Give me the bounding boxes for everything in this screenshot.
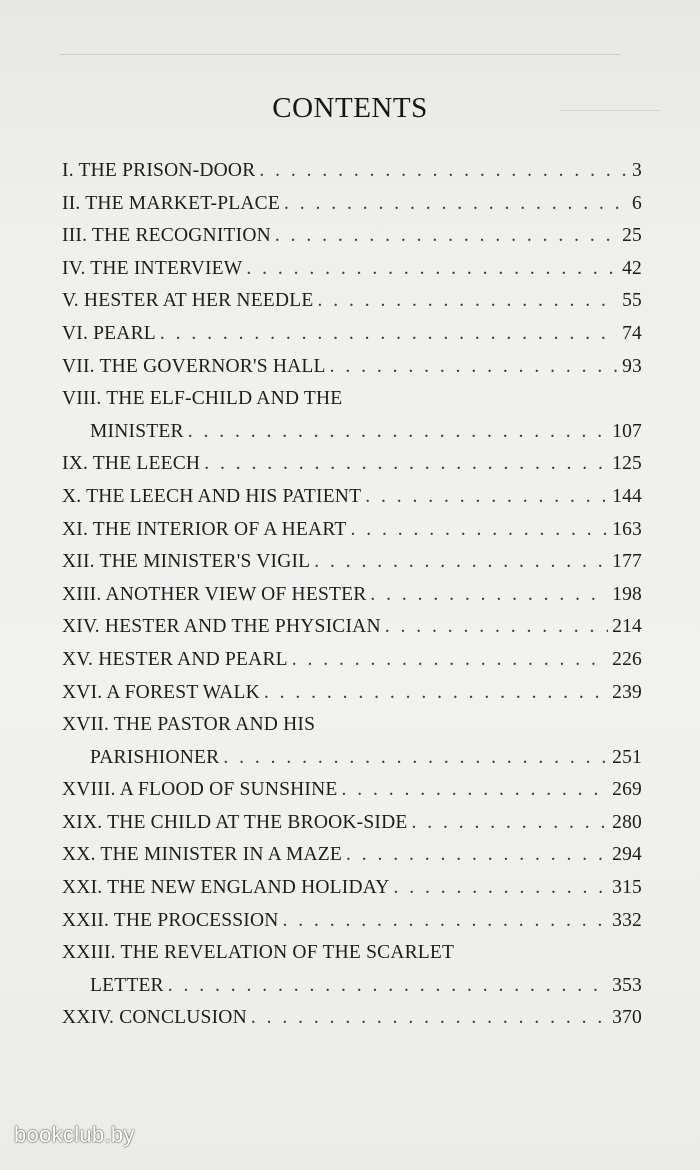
toc-entry-title	[62, 486, 361, 508]
toc-page-number: 93	[622, 355, 642, 377]
toc-page-number: 269	[612, 779, 642, 801]
dot-leader	[264, 682, 608, 704]
dot-leader	[284, 193, 628, 215]
dot-leader	[370, 584, 608, 606]
toc-entry	[62, 160, 642, 193]
toc-page-number: 332	[612, 909, 642, 931]
toc-entry	[62, 844, 642, 877]
dot-leader	[350, 519, 608, 541]
toc-page-number: 198	[612, 583, 642, 605]
toc-entry	[62, 290, 642, 323]
toc-page-number: 315	[612, 877, 642, 899]
toc-entry-title	[62, 844, 342, 866]
toc-entry	[62, 584, 642, 617]
toc-chapter-number: VII.	[62, 355, 95, 377]
toc-entry-title	[62, 160, 255, 182]
dot-leader	[342, 779, 609, 801]
toc-entry	[62, 1007, 642, 1040]
toc-entry	[62, 486, 642, 519]
toc-entry-title	[62, 942, 454, 964]
toc-chapter-title: THE GOVERNOR'S HALL	[99, 355, 326, 377]
toc-page-number: 3	[632, 160, 642, 181]
toc-page-number: 74	[622, 322, 642, 344]
toc-entry	[62, 649, 642, 682]
dot-leader	[330, 356, 618, 378]
dot-leader	[188, 421, 608, 443]
toc-page-number: 144	[612, 485, 642, 507]
toc-entry-title	[62, 584, 366, 606]
toc-chapter-number: XIV.	[62, 616, 100, 638]
toc-chapter-title-continued: MINISTER	[90, 420, 184, 442]
toc-entry-title	[62, 453, 200, 475]
toc-entry	[62, 616, 642, 649]
dot-leader	[223, 747, 608, 769]
toc-page-number: 280	[612, 811, 642, 833]
toc-entry-line	[62, 975, 642, 1008]
toc-chapter-title: THE MINISTER IN A MAZE	[100, 844, 343, 866]
toc-chapter-title: HESTER AND PEARL	[98, 648, 288, 670]
toc-page-number: 251	[612, 746, 642, 768]
page-title: CONTENTS	[272, 92, 428, 124]
toc-chapter-title: HESTER AT HER NEEDLE	[83, 290, 314, 312]
toc-chapter-number: XXIII.	[62, 942, 116, 964]
toc-chapter-number: XV.	[62, 648, 94, 670]
toc-page-number: 25	[622, 225, 642, 247]
toc-page-number: 107	[612, 420, 642, 442]
dot-leader	[259, 160, 628, 182]
toc-chapter-title: THE LEECH	[92, 453, 201, 475]
toc-chapter-title: THE REVELATION OF THE SCARLET	[120, 942, 455, 964]
toc-chapter-title: PEARL	[93, 322, 156, 344]
toc-chapter-title: THE MARKET-PLACE	[85, 192, 280, 214]
toc-entry	[62, 193, 642, 226]
toc-chapter-title-continued: PARISHIONER	[90, 746, 220, 768]
toc-page-number: 226	[612, 648, 642, 670]
toc-chapter-title: ANOTHER VIEW OF HESTER	[105, 583, 367, 605]
toc-entry-line	[62, 388, 642, 421]
toc-chapter-title: A FOREST WALK	[106, 681, 260, 703]
toc-entry-title	[62, 779, 338, 801]
toc-chapter-title: THE RECOGNITION	[91, 225, 271, 247]
toc-entry-title	[62, 551, 310, 573]
toc-chapter-number: I.	[62, 160, 74, 181]
dot-leader	[168, 975, 608, 997]
toc-page-number: 214	[612, 616, 642, 638]
toc-page-number: 239	[612, 681, 642, 703]
toc-entry	[62, 258, 642, 291]
toc-entry	[62, 812, 642, 845]
dot-leader	[160, 323, 618, 345]
toc-chapter-number: IX.	[62, 453, 89, 475]
dot-leader	[246, 258, 618, 280]
toc-chapter-title: HESTER AND THE PHYSICIAN	[104, 616, 381, 638]
toc-entry	[62, 453, 642, 486]
toc-entry	[62, 910, 642, 943]
toc-entry-title	[62, 1007, 247, 1029]
dot-leader	[346, 844, 608, 866]
toc-entry	[62, 779, 642, 812]
toc-page-number: 6	[632, 192, 642, 214]
toc-entry-title	[62, 290, 313, 312]
toc-entry-title	[62, 356, 326, 378]
toc-entry-title	[62, 225, 271, 247]
toc-entry-title	[62, 910, 279, 932]
toc-chapter-number: XXII.	[62, 909, 110, 931]
toc-chapter-title: A FLOOD OF SUNSHINE	[119, 779, 338, 801]
toc-entry-title	[62, 682, 260, 704]
toc-entry	[62, 877, 642, 910]
toc-chapter-title: THE PRISON-DOOR	[78, 160, 256, 181]
toc-page-number: 55	[622, 290, 642, 312]
toc-chapter-number: XIII.	[62, 583, 102, 605]
toc-chapter-number: XXIV.	[62, 1007, 115, 1029]
watermark-logo: bookclub.by	[14, 1122, 135, 1147]
dot-leader	[204, 453, 608, 475]
toc-chapter-title: THE PASTOR AND HIS	[113, 714, 316, 736]
toc-page-number: 163	[612, 518, 642, 540]
toc-chapter-number: XII.	[62, 551, 95, 573]
toc-chapter-number: XX.	[62, 844, 96, 866]
dot-leader	[275, 225, 618, 247]
toc-entry-title	[62, 877, 390, 899]
toc-chapter-number: XI.	[62, 518, 89, 540]
toc-chapter-title: THE INTERVIEW	[90, 257, 243, 279]
toc-chapter-number: IV.	[62, 257, 86, 279]
toc-entry-title	[62, 812, 408, 834]
toc-chapter-number: II.	[62, 192, 81, 214]
toc-entry-title	[62, 616, 381, 638]
dot-leader	[317, 290, 618, 312]
toc-chapter-number: V.	[62, 290, 79, 312]
toc-entry-title	[62, 714, 315, 736]
toc-entry-title	[62, 258, 242, 280]
toc-entry-line	[62, 747, 642, 780]
toc-entry	[62, 519, 642, 552]
toc-chapter-title-continued: LETTER	[90, 974, 164, 996]
toc-chapter-number: VIII.	[62, 388, 102, 410]
toc-chapter-title: THE NEW ENGLAND HOLIDAY	[107, 877, 390, 899]
toc-chapter-title: THE CHILD AT THE BROOK-SIDE	[107, 811, 408, 833]
toc-entry-title	[62, 323, 156, 345]
toc-page-number: 353	[612, 974, 642, 996]
toc-chapter-title: CONCLUSION	[119, 1007, 247, 1029]
toc-chapter-title: THE PROCESSION	[113, 909, 279, 931]
dot-leader	[292, 649, 608, 671]
toc-page-number: 125	[612, 453, 642, 475]
toc-chapter-number: XVIII.	[62, 779, 116, 801]
toc-entry-title	[62, 519, 346, 541]
toc-page-number: 42	[622, 257, 642, 279]
dot-leader	[283, 910, 609, 932]
toc-chapter-number: VI.	[62, 322, 89, 344]
dot-leader	[251, 1007, 608, 1029]
toc-chapter-number: XIX.	[62, 811, 103, 833]
toc-page-number: 177	[612, 551, 642, 573]
toc-page-number: 294	[612, 844, 642, 866]
dot-leader	[314, 551, 608, 573]
toc-chapter-number: XXI.	[62, 877, 103, 899]
toc-chapter-number: X.	[62, 485, 82, 507]
toc-chapter-number: XVII.	[62, 714, 110, 736]
dot-leader	[412, 812, 609, 834]
toc-entry-line	[62, 421, 642, 454]
toc-entry	[62, 225, 642, 258]
dot-leader	[365, 486, 608, 508]
toc-chapter-title: THE LEECH AND HIS PATIENT	[86, 485, 362, 507]
toc-entry	[62, 323, 642, 356]
toc-entry-line	[62, 942, 642, 975]
dot-leader	[385, 616, 608, 638]
toc-entry-line	[62, 714, 642, 747]
table-of-contents	[62, 160, 642, 1040]
toc-chapter-title: THE INTERIOR OF A HEART	[92, 518, 347, 540]
toc-entry	[62, 356, 642, 389]
toc-entry	[62, 682, 642, 715]
toc-chapter-title: THE ELF-CHILD AND THE	[106, 388, 343, 410]
toc-page-number: 370	[612, 1007, 642, 1029]
toc-chapter-title: THE MINISTER'S VIGIL	[99, 551, 311, 573]
toc-chapter-number: XVI.	[62, 681, 103, 703]
toc-entry	[62, 551, 642, 584]
running-head-rule	[60, 44, 620, 55]
dot-leader	[394, 877, 609, 899]
toc-entry-title	[62, 193, 280, 215]
toc-entry-title	[62, 649, 288, 671]
toc-entry-title	[62, 388, 342, 410]
toc-chapter-number: III.	[62, 225, 88, 247]
